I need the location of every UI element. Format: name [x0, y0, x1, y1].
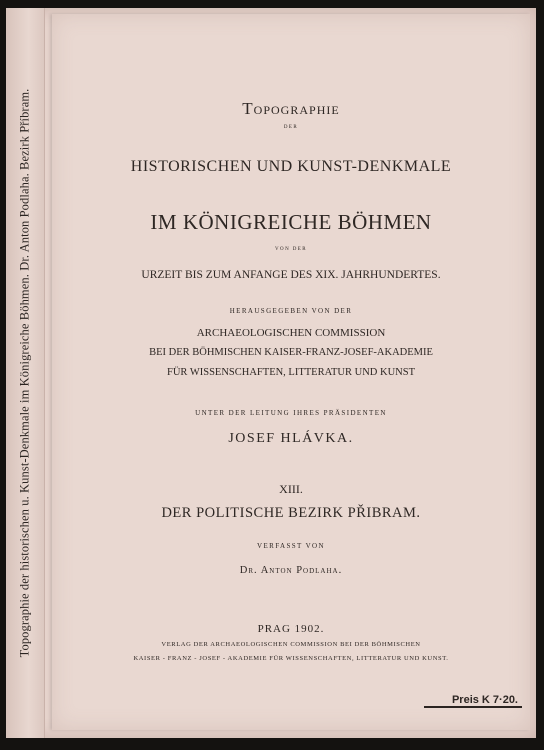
title-von-der: VON DER [275, 247, 307, 252]
publisher-line1: VERLAG DER ARCHAEOLOGISCHEN COMMISSION BEI DER BÖHMISCHEN [161, 641, 421, 648]
place-year: PRAG 1902. [257, 623, 325, 635]
book-spine [6, 8, 45, 738]
publisher-line2: KAISER - FRANZ - JOSEF - AKADEMIE FÜR WISSENSCHAFTEN, LITTERATUR UND KUNST. [133, 655, 449, 662]
commission-line1: ARCHAEOLOGISCHEN COMMISSION [196, 327, 386, 339]
title-topographie: Topographie [242, 99, 340, 118]
commission-line3: FÜR WISSENSCHAFTEN, LITTERATUR UND KUNST [166, 367, 416, 378]
title-der: DER [283, 125, 299, 130]
spine-title: Topographie der historischen u. Kunst-Denkmale im Königreiche Böhmen. Dr. Anton Podlaha. Bezirk Příbram. [17, 88, 32, 658]
volume-number: XIII. [279, 482, 303, 496]
price-label: Preis K 7·20. [424, 692, 522, 708]
front-cover [52, 14, 530, 730]
title-koenigreiche: IM KÖNIGREICHE BÖHMEN [150, 210, 432, 234]
title-urzeit: URZEIT BIS ZUM ANFANGE DES XIX. JAHRHUNDERTES. [141, 269, 441, 281]
herausgegeben-label: HERAUSGEGEBEN VON DER [229, 307, 353, 315]
verfasst-label: VERFASST VON [257, 542, 325, 550]
leitung-label: UNTER DER LEITUNG IHRES PRÄSIDENTEN [195, 409, 387, 417]
book-cover-photo [6, 8, 536, 738]
author-name: Dr. Anton Podlaha. [239, 565, 343, 576]
title-denkmale: HISTORISCHEN UND KUNST-DENKMALE [130, 158, 452, 175]
president-name: JOSEF HLÁVKA. [228, 431, 354, 446]
commission-line2: BEI DER BÖHMISCHEN KAISER-FRANZ-JOSEF-AKADEMIE [149, 347, 433, 358]
district-title: DER POLITISCHE BEZIRK PŘIBRAM. [161, 505, 421, 521]
